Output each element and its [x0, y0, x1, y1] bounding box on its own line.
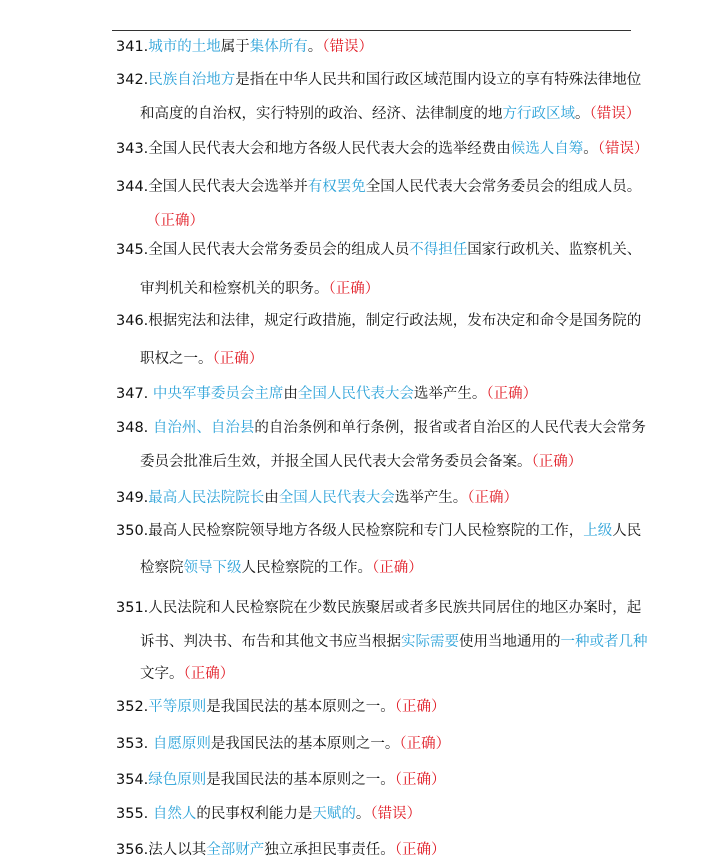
highlight-text: 平等原则	[148, 699, 207, 715]
item-number: 341.	[116, 39, 149, 55]
item-text: 由	[283, 386, 298, 402]
item-text: 人民检察院的工作。	[241, 560, 372, 576]
list-item	[116, 521, 646, 541]
highlight-text: 全部财产	[206, 842, 265, 858]
item-text: 法人以其	[148, 842, 207, 858]
answer-label: （错误）	[597, 141, 649, 157]
item-text: 选举产生。	[413, 386, 487, 402]
item-text: 全国人民代表大会和地方各级人民代表大会的选举经费由	[148, 141, 511, 157]
item-text: 。	[307, 39, 323, 55]
item-text: 是我国民法的基本原则之一。	[210, 736, 400, 752]
highlight-text: 民族自治地方	[148, 72, 236, 88]
answer-label: （正确）	[183, 666, 235, 682]
list-item	[116, 488, 646, 508]
item-text: 委员会批准后生效，并报全国人民代表大会常务委员会备案。	[140, 454, 532, 470]
list-item	[116, 240, 646, 260]
item-text: 全国人民代表大会常务委员会的组成人员。	[365, 179, 642, 195]
answer-label: （正确）	[394, 772, 446, 788]
highlight-text: 天赋的	[312, 806, 356, 822]
item-number: 355.	[116, 806, 153, 822]
highlight-text: 实际需要	[401, 634, 459, 650]
list-item-continuation	[140, 664, 234, 684]
list-item	[116, 734, 646, 754]
list-item	[116, 177, 646, 197]
item-text: 独立承担民事责任。	[264, 842, 395, 858]
list-item-continuation	[140, 349, 263, 369]
list-item-continuation	[140, 452, 582, 472]
answer-label: （正确）	[486, 386, 538, 402]
item-number: 349.	[116, 490, 149, 506]
answer-label: （正确）	[394, 699, 446, 715]
item-text: 属于	[220, 39, 250, 55]
highlight-text: 领导下级	[183, 560, 242, 576]
item-text: 职权之一。	[140, 351, 213, 367]
list-item	[116, 70, 646, 90]
answer-label: （正确）	[394, 842, 446, 858]
item-text: 检察院	[140, 560, 184, 576]
item-text: 全国人民代表大会选举并	[148, 179, 308, 195]
list-item	[116, 139, 649, 159]
item-number: 351.	[116, 600, 149, 616]
item-text: 选举产生。	[394, 490, 468, 506]
highlight-text: 自治州、自治县	[152, 420, 255, 436]
item-number: 356.	[116, 842, 149, 858]
highlight-text: 最高人民法院院长	[148, 490, 265, 506]
answer-label: （正确）	[372, 560, 423, 576]
item-text: 由	[264, 490, 279, 506]
highlight-text: 不得担任	[409, 242, 468, 258]
item-number: 354.	[116, 772, 149, 788]
item-text: 根据宪法和法律，规定行政措施，制定行政法规，发布决定和命令是国务院的	[148, 313, 642, 329]
list-item-continuation	[140, 279, 379, 299]
item-text: 是指在中华人民共和国行政区域范围内设立的享有特殊法律地位	[235, 72, 642, 88]
list-item	[116, 311, 646, 331]
highlight-text: 自然人	[152, 806, 197, 822]
highlight-text: 全国人民代表大会	[278, 490, 395, 506]
list-item	[116, 384, 646, 404]
highlight-text: 自愿原则	[152, 736, 211, 752]
list-item	[116, 697, 646, 717]
list-item	[116, 598, 646, 618]
highlight-text: 一种或者几种	[560, 634, 648, 650]
item-text: 诉书、判决书、布告和其他文书应当根据	[140, 634, 401, 650]
item-number: 352.	[116, 699, 149, 715]
item-number: 348.	[116, 420, 153, 436]
list-item	[116, 804, 646, 824]
highlight-text: 集体所有	[249, 39, 308, 55]
answer-label: （正确）	[399, 736, 451, 752]
item-text: 。	[575, 106, 590, 122]
answer-label: （正确）	[212, 351, 264, 367]
answer-label: （正确）	[328, 281, 380, 297]
answer-label: （错误）	[589, 106, 641, 122]
item-text: 人民	[612, 523, 642, 539]
item-number: 343.	[116, 141, 149, 157]
highlight-text: 有权罢免	[307, 179, 366, 195]
highlight-text: 全国人民代表大会	[297, 386, 414, 402]
item-text: 全国人民代表大会常务委员会的组成人员	[148, 242, 410, 258]
item-text: 人民法院和人民检察院在少数民族聚居或者多民族共同居住的地区办案时，起	[148, 600, 642, 616]
answer-label: （正确）	[531, 454, 583, 470]
item-text: 和高度的自治权，实行特别的政治、经济、法律制度的地	[140, 106, 503, 122]
item-number: 344.	[116, 179, 149, 195]
item-text: 使用当地通用的	[459, 634, 561, 650]
item-number: 342.	[116, 72, 149, 88]
answer-label: （错误）	[322, 39, 374, 55]
list-item-continuation	[146, 211, 204, 231]
highlight-text: 上级	[583, 523, 613, 539]
item-text: 。	[583, 141, 598, 157]
list-item-continuation	[140, 558, 423, 578]
item-number: 353.	[116, 736, 153, 752]
highlight-text: 绿色原则	[148, 772, 207, 788]
highlight-text: 方行政区域	[502, 106, 575, 122]
answer-label: （错误）	[370, 806, 422, 822]
answer-label: （正确）	[146, 213, 204, 229]
item-number: 350.	[116, 523, 149, 539]
highlight-text: 城市的土地	[148, 39, 221, 55]
item-text: 是我国民法的基本原则之一。	[206, 699, 395, 715]
item-text: 国家行政机关、监察机关、	[467, 242, 642, 258]
item-text: 审判机关和检察机关的职务。	[140, 281, 329, 297]
highlight-text: 中央军事委员会主席	[152, 386, 284, 402]
item-text: 。	[355, 806, 371, 822]
item-number: 346.	[116, 313, 149, 329]
item-number: 345.	[116, 242, 149, 258]
item-text: 的自治条例和单行条例，报省或者自治区的人民代表大会常务	[254, 420, 646, 436]
top-rule	[112, 30, 631, 31]
item-text: 文字。	[140, 666, 184, 682]
item-text: 最高人民检察院领导地方各级人民检察院和专门人民检察院的工作，	[148, 523, 584, 539]
list-item	[116, 418, 646, 438]
list-item	[116, 840, 646, 860]
highlight-text: 候选人自筹	[510, 141, 584, 157]
list-item-continuation	[140, 632, 648, 652]
answer-label: （正确）	[467, 490, 519, 506]
item-text: 的民事权利能力是	[196, 806, 313, 822]
list-item-continuation	[140, 104, 640, 124]
item-text: 是我国民法的基本原则之一。	[206, 772, 395, 788]
item-number: 347.	[116, 386, 153, 402]
list-item	[116, 37, 646, 57]
list-item	[116, 770, 646, 790]
